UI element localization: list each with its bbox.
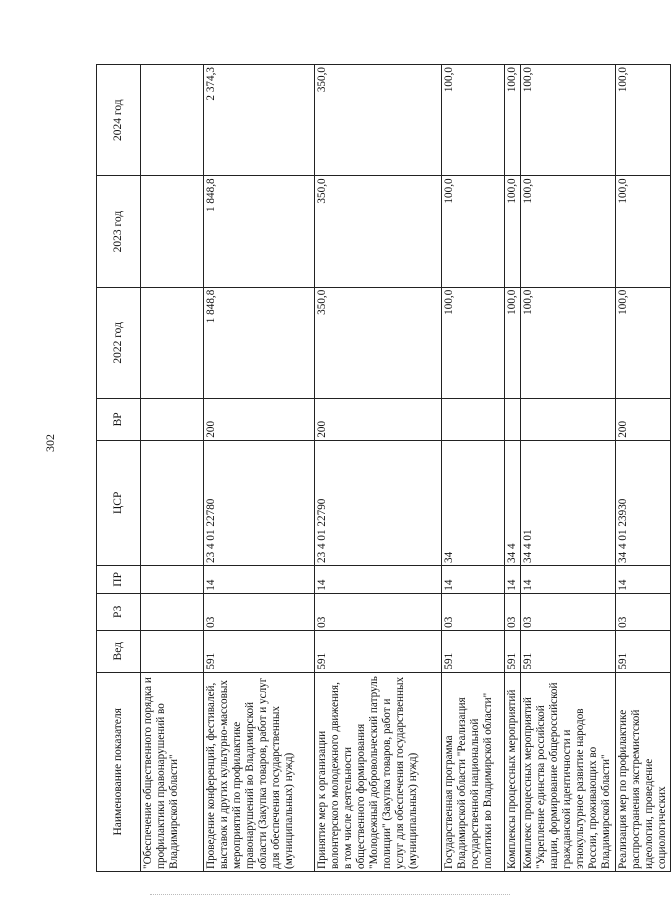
cell-2022: 100,0	[615, 287, 670, 398]
cell-pr	[141, 565, 204, 593]
cell-pr: 14	[204, 565, 315, 593]
cell-ved: 591	[520, 630, 615, 672]
cell-name: Комплекс процессных мероприятий "Укрепление единства российской нации, формирование общероссийской гражданской идентичности и этнокультурное развитие народов России, проживающих во Владимирской области"	[520, 672, 615, 871]
cell-pr: 14	[315, 565, 442, 593]
cell-2024	[141, 65, 204, 176]
cell-ved: 591	[315, 630, 442, 672]
header-ved: Вед	[97, 630, 141, 672]
budget-table-container	[96, 64, 668, 872]
cell-2022: 1 848,8	[204, 287, 315, 398]
header-2024: 2024 год	[97, 65, 141, 176]
cell-name: Принятие мер к организации волонтерского молодежного движения, в том числе деятельности общественного формирования "Молодежный добровольческий патруль полиции" (Закупка товаров, работ и услуг для обеспечения государственных (муниципальных) нужд)	[315, 672, 442, 871]
cell-ved	[141, 630, 204, 672]
table-row	[442, 65, 505, 872]
cell-2024: 100,0	[442, 65, 505, 176]
cell-2024: 2 374,3	[204, 65, 315, 176]
cell-ved: 591	[505, 630, 521, 672]
cell-rz: 03	[442, 593, 505, 630]
header-vr: ВР	[97, 398, 141, 440]
header-name: Наименование показателя	[97, 672, 141, 871]
cell-csr	[141, 440, 204, 565]
table-row	[315, 65, 442, 872]
table-row	[615, 65, 670, 872]
cell-pr: 14	[615, 565, 670, 593]
cell-2024: 100,0	[505, 65, 521, 176]
cell-csr: 23 4 01 22780	[204, 440, 315, 565]
cell-name: Государственная программа Владимирской области "Реализация государственной национальной политики во Владимирской области"	[442, 672, 505, 871]
cell-2022: 350,0	[315, 287, 442, 398]
cell-rz: 03	[505, 593, 521, 630]
scan-edge-artifact	[150, 894, 510, 897]
cell-2023: 350,0	[315, 176, 442, 287]
cell-ved: 591	[615, 630, 670, 672]
cell-2023: 1 848,8	[204, 176, 315, 287]
cell-2024: 100,0	[520, 65, 615, 176]
cell-2023: 100,0	[442, 176, 505, 287]
cell-vr: 200	[315, 398, 442, 440]
cell-ved: 591	[204, 630, 315, 672]
cell-2023	[141, 176, 204, 287]
cell-csr: 34 4	[505, 440, 521, 565]
cell-2022: 100,0	[505, 287, 521, 398]
cell-vr	[442, 398, 505, 440]
cell-rz: 03	[520, 593, 615, 630]
cell-2024: 100,0	[615, 65, 670, 176]
cell-2023: 100,0	[615, 176, 670, 287]
cell-csr: 34	[442, 440, 505, 565]
header-2022: 2022 год	[97, 287, 141, 398]
cell-2023: 100,0	[505, 176, 521, 287]
cell-vr: 200	[204, 398, 315, 440]
page-number: 302	[43, 434, 57, 452]
table-row	[141, 65, 204, 872]
table-row	[520, 65, 615, 872]
table-row	[505, 65, 521, 872]
cell-vr	[505, 398, 521, 440]
cell-name: Реализация мер по профилактике распространения экстремистской идеологии, проведение социологических	[615, 672, 670, 871]
table-header-row	[97, 65, 141, 872]
cell-vr: 200	[615, 398, 670, 440]
header-rz: РЗ	[97, 593, 141, 630]
cell-rz: 03	[204, 593, 315, 630]
cell-name: "Обеспечение общественного порядка и профилактики правонарушений во Владимирской области"	[141, 672, 204, 871]
cell-name: Комплексы процессных мероприятий	[505, 672, 521, 871]
cell-2022: 100,0	[442, 287, 505, 398]
cell-csr: 23 4 01 22790	[315, 440, 442, 565]
table-row	[204, 65, 315, 872]
header-pr: ПР	[97, 565, 141, 593]
cell-rz	[141, 593, 204, 630]
cell-vr	[141, 398, 204, 440]
cell-pr: 14	[520, 565, 615, 593]
cell-csr: 34 4 01 23930	[615, 440, 670, 565]
header-csr: ЦСР	[97, 440, 141, 565]
budget-table	[96, 64, 671, 872]
cell-pr: 14	[505, 565, 521, 593]
header-2023: 2023 год	[97, 176, 141, 287]
cell-ved: 591	[442, 630, 505, 672]
cell-csr: 34 4 01	[520, 440, 615, 565]
cell-pr: 14	[442, 565, 505, 593]
cell-2022	[141, 287, 204, 398]
cell-2022: 100,0	[520, 287, 615, 398]
cell-vr	[520, 398, 615, 440]
cell-2024: 350,0	[315, 65, 442, 176]
cell-rz: 03	[315, 593, 442, 630]
cell-rz: 03	[615, 593, 670, 630]
cell-2023: 100,0	[520, 176, 615, 287]
cell-name: Проведение конференций, фестивалей, выставок и других культурно-массовых мероприятий по профилактике правонарушений во Владимирской области (Закупка товаров, работ и услуг для обеспечения государственных (муниципальных) нужд)	[204, 672, 315, 871]
